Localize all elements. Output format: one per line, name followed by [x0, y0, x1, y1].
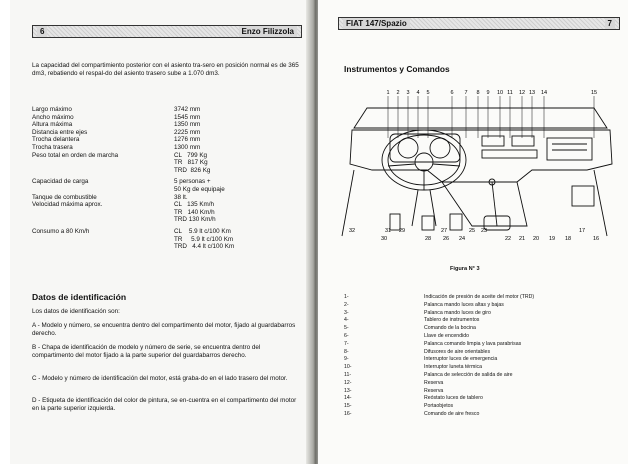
callout-number: 22 — [504, 236, 512, 242]
callout-number: 25 — [468, 228, 476, 234]
spec-value: TR 5.9 lt c/100 Km — [174, 235, 234, 243]
legend-text: Palanca mando luces de giro — [424, 309, 491, 316]
spec-value: 38 lt. — [174, 193, 188, 201]
spec-value: TRD 826 Kg — [174, 166, 211, 174]
legend-text: Reserva — [424, 379, 444, 386]
legend-number: 16- — [344, 411, 352, 417]
callout-lines — [388, 96, 594, 138]
spec-label: Trocha trasera — [32, 144, 73, 151]
legend-number: 11- — [344, 372, 352, 378]
callout-number: 20 — [532, 236, 540, 242]
callout-number: 19 — [548, 236, 556, 242]
dashboard-figure — [332, 86, 622, 256]
legend-number: 6- — [344, 333, 349, 339]
legend-number: 7- — [344, 340, 349, 347]
legend-text: Comando de aire fresco — [424, 411, 480, 417]
callout-number: 26 — [442, 236, 450, 242]
callout-number: 15 — [590, 90, 598, 96]
legend-number: 10- — [344, 364, 352, 371]
callouts-top — [386, 90, 597, 96]
callout-number: 10 — [496, 90, 504, 96]
spec-value: 50 Kg de equipaje — [174, 186, 225, 193]
spec-value: 5 personas + — [174, 178, 211, 186]
legend-text: Reserva — [424, 387, 444, 394]
callout-number: 1 — [386, 90, 390, 96]
spec-value: CL 5.9 lt c/100 Km — [174, 228, 231, 235]
legend-number: 13- — [344, 387, 352, 394]
legend-text: Tablero de instrumentos — [424, 317, 480, 324]
legend-text: Difusores de aire orientables — [424, 348, 491, 355]
callout-number: 16 — [592, 236, 600, 242]
left-header-bar — [32, 25, 302, 38]
callout-number: 24 — [458, 236, 466, 242]
legend-number: 15- — [344, 403, 352, 410]
spec-label: Distancia entre ejes — [32, 128, 88, 136]
legend-number: 2- — [344, 301, 349, 308]
spec-label: Ancho máximo — [32, 113, 74, 121]
spec-value: 1350 mm — [174, 121, 201, 129]
legend-number: 14- — [344, 395, 352, 402]
callout-number: 5 — [426, 90, 430, 96]
identificacion-item-c: C - Modelo y número de identificación del motor, está graba-do en el lado trasero del motor. — [32, 375, 288, 382]
legend-number: 12- — [344, 379, 352, 386]
spec-value: TR 817 Kg — [174, 159, 208, 167]
header-author: Enzo Filizzola — [239, 26, 297, 37]
callout-number: 17 — [578, 228, 586, 234]
identificacion-item-a: A - Modelo y número, se encuentra dentro del compartimento del motor, fijado al guardabarros derecho. — [32, 322, 296, 338]
section-title-instrumentos: Instrumentos y Comandos — [344, 64, 450, 74]
legend-text: Interruptor luneta térmica — [424, 364, 482, 371]
legend-text: Indicación de presión de aceite del motor (TRD) — [424, 294, 535, 300]
callout-number: 4 — [416, 90, 420, 96]
spec-value: 2225 mm — [174, 128, 201, 136]
right-page-number: 7 — [605, 18, 615, 29]
callout-number: 7 — [464, 90, 468, 96]
spec-label: Altura máxima — [32, 121, 73, 129]
legend-number: 1- — [344, 294, 349, 300]
callout-number: 29 — [398, 228, 406, 234]
legend-number: 8- — [344, 348, 349, 355]
legend-number: 3- — [344, 309, 349, 316]
left-page-number: 6 — [37, 26, 47, 37]
spec-value: 1276 mm — [174, 136, 201, 144]
spec-label: Trocha delantera — [32, 136, 80, 144]
dashboard-drawing — [342, 108, 612, 236]
header-title: FIAT 147/Spazio — [343, 18, 410, 29]
identificacion-item-d: D - Etiqueta de identificación del color de pintura, se en-cuentra en el compartimento del motor en la parte superior izquierda. — [32, 397, 297, 413]
spec-label: Peso total en orden de marcha — [32, 151, 119, 159]
spec-label: Largo máximo — [32, 106, 72, 113]
spec-value: 3742 mm — [174, 106, 201, 113]
legend-text: Palanca mando luces altas y bajas — [424, 301, 504, 308]
spec-label: Velocidad máxima aprox. — [32, 201, 103, 209]
callout-number: 23 — [480, 228, 488, 234]
callout-number: 31 — [384, 228, 392, 234]
legend-number: 9- — [344, 356, 349, 363]
right-page — [318, 0, 628, 464]
callout-number: 9 — [486, 90, 490, 96]
spec-label: Tanque de combustible — [32, 193, 97, 201]
spec-value: 1300 mm — [174, 144, 201, 151]
callout-number: 13 — [528, 90, 536, 96]
legend-number: 4- — [344, 317, 349, 324]
callout-number: 27 — [440, 228, 448, 234]
spec-value: CL 799 Kg — [174, 151, 208, 159]
spec-value: 1545 mm — [174, 113, 201, 121]
legend-text: Reóstato luces de tablero — [424, 395, 483, 402]
spec-value: CL 135 Km/h — [174, 201, 215, 209]
identificacion-intro: Los datos de identificación son: — [32, 308, 120, 315]
legend-text: Comando de la bocina — [424, 325, 476, 332]
spec-label: Consumo a 80 Km/h — [32, 228, 90, 235]
section-title-identificacion: Datos de identificación — [32, 292, 127, 302]
spec-value: TR 140 Km/h — [174, 208, 215, 216]
legend-text: Llave de encendido — [424, 333, 469, 339]
callout-number: 14 — [540, 90, 548, 96]
callout-number: 8 — [476, 90, 480, 96]
spec-value: TRD 4.4 lt c/100 Km — [174, 243, 235, 251]
intro-paragraph: La capacidad del compartimiento posterior con el asiento tra-sero en posición normal es de 365 dm3, rebatiendo el respal-do del asiento trasero sube a 1.070 dm3. — [32, 62, 299, 78]
spec-value: TRD 130 Km/h — [174, 216, 216, 224]
callout-number: 28 — [424, 236, 432, 242]
legend-number: 5- — [344, 325, 349, 332]
callout-number: 3 — [406, 90, 410, 96]
legend-text: Interruptor luces de emergencia — [424, 356, 498, 363]
callout-number: 32 — [348, 228, 356, 234]
callout-number: 21 — [518, 236, 526, 242]
legend-text: Portaobjetos — [424, 403, 454, 410]
callout-number: 12 — [518, 90, 526, 96]
figure-caption: Figura N° 3 — [450, 266, 480, 272]
right-header-bar — [338, 17, 620, 30]
callout-number: 30 — [380, 236, 388, 242]
legend-text: Palanca de selección de salida de aire — [424, 372, 513, 378]
spec-label: Capacidad de carga — [32, 178, 89, 186]
callout-number: 11 — [507, 90, 513, 96]
callout-number: 2 — [396, 90, 400, 96]
left-page — [10, 0, 310, 464]
legend-text: Palanca comando limpia y lava parabrisas — [424, 340, 522, 347]
callouts-bottom — [349, 228, 599, 242]
identificacion-item-b: B - Chapa de identificación de modelo y número de serie, se encuentra dentro del compartimento del motor fijado a la parte superior del guardabarros derecho. — [32, 344, 261, 360]
callout-number: 18 — [564, 236, 572, 242]
callout-number: 6 — [450, 90, 454, 96]
